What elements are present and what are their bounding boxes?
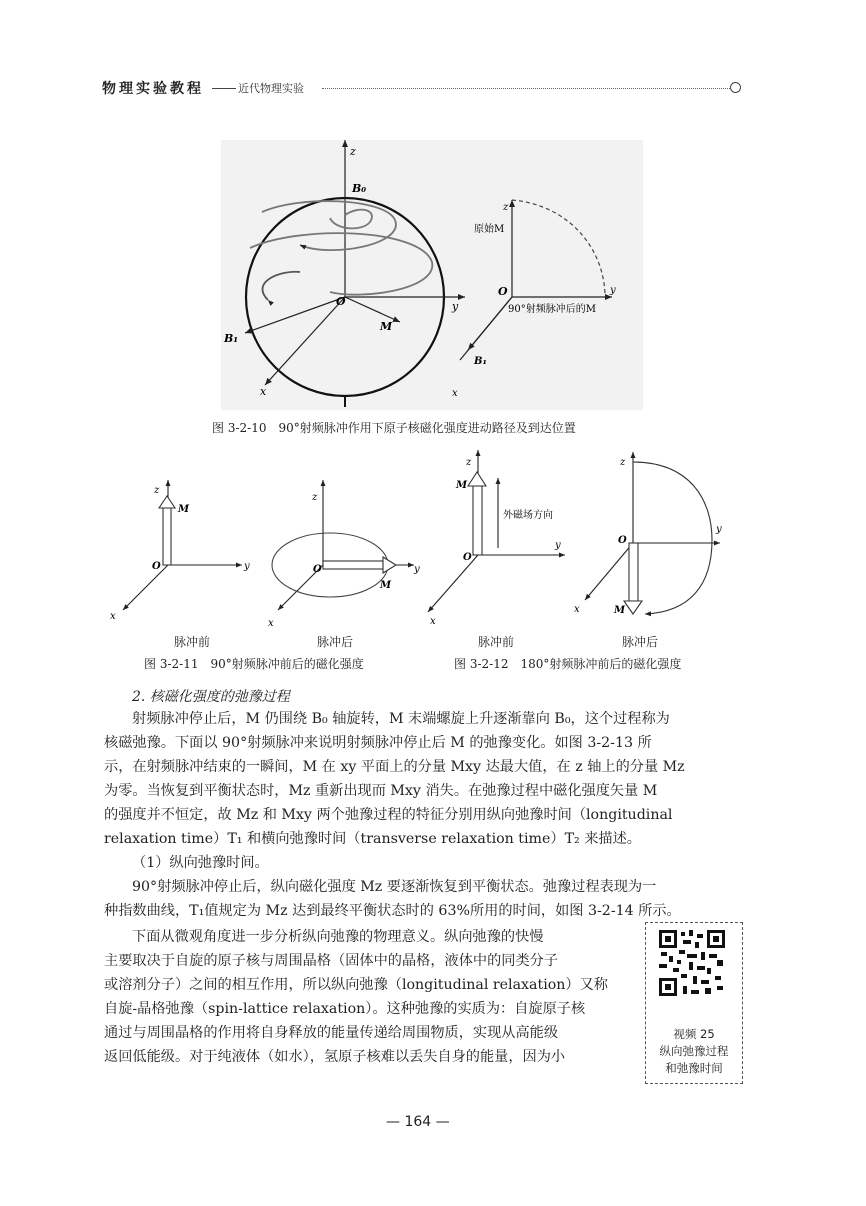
qr-caption — [646, 1026, 742, 1077]
para3-line6: 返回低能级。对于纯液体（如水），氢原子核难以丢失自身的能量，因为小 — [104, 1049, 566, 1065]
para3-line2: 主要取决于自旋的原子核与周围晶格（固体中的晶格，液体中的同类分子 — [104, 953, 559, 969]
svg-text:O: O — [152, 561, 161, 572]
svg-text:x: x — [110, 611, 116, 622]
svg-text:z: z — [154, 485, 160, 496]
para1-line4: 为零。当恢复到平衡状态时，Mz 重新出现而 Mxy 消失。在弛豫过程中磁化强度矢量 M — [104, 783, 658, 799]
label-x: x — [260, 385, 267, 398]
svg-text:x: x — [452, 388, 458, 399]
qr-code-icon[interactable] — [659, 930, 725, 996]
svg-text:y: y — [610, 285, 616, 296]
svg-text:90°射频脉冲后的M: 90°射频脉冲后的M — [508, 304, 596, 315]
svg-text:M: M — [456, 480, 468, 491]
running-header-title: 物理实验教程 — [102, 81, 204, 97]
para1-line5: 的强度并不恒定，故 Mz 和 Mxy 两个弛豫过程的特征分别用纵向弛豫时间（longitudinal — [104, 807, 673, 823]
subheading-longitudinal: （1）纵向弛豫时间。 — [132, 855, 269, 871]
svg-text:O: O — [463, 552, 472, 563]
para3-line4: 自旋-晶格弛豫（spin-lattice relaxation）。这种弛豫的实质为：自旋原子核 — [104, 1001, 586, 1017]
fig11-after-label: 脉冲后 — [317, 635, 354, 649]
para3-line5: 通过与周围晶格的作用将自身释放的能量传递给周围物质，实现从高能级 — [104, 1025, 559, 1041]
para3-line1: 下面从微观角度进一步分析纵向弛豫的物理意义。纵向弛豫的快慢 — [132, 929, 544, 945]
svg-text:z: z — [620, 457, 626, 468]
fig12-after — [574, 452, 722, 616]
qr-caption-line1: 视频 25 — [673, 1027, 715, 1041]
para1-line2: 核磁弛豫。下面以 90°射频脉冲来说明射频脉冲停止后 M 的弛豫变化。如图 3-2-13 所 — [104, 735, 652, 751]
qr-caption-line2: 纵向弛豫过程 — [659, 1044, 729, 1058]
para1-line3: 示，在射频脉冲结束的一瞬间，M 在 xy 平面上的分量 Mxy 达最大值，在 z 轴上的分量 Mz — [104, 759, 685, 775]
svg-text:z: z — [312, 492, 318, 503]
label-b0: B₀ — [352, 182, 367, 195]
svg-text:x: x — [268, 618, 274, 629]
fig11-after — [268, 480, 420, 629]
para2-line1: 90°射频脉冲停止后，纵向磁化强度 Mz 要逐渐恢复到平衡状态。弛豫过程表现为一 — [132, 879, 657, 895]
para1-line6: relaxation time）T₁ 和横向弛豫时间（transverse relaxation time）T₂ 来描述。 — [104, 831, 641, 847]
caption-3-2-10: 图 3-2-10 90°射频脉冲作用下原子核磁化强度进动路径及到达位置 — [212, 421, 576, 435]
svg-text:x: x — [430, 616, 436, 627]
label-y: y — [452, 300, 459, 313]
svg-text:外磁场方向: 外磁场方向 — [503, 510, 553, 521]
para1-line1: 射频脉冲停止后，M 仍围绕 B₀ 轴旋转，M 末端螺旋上升逐渐靠向 B₀，这个过程称为 — [132, 711, 670, 727]
svg-text:O: O — [498, 285, 508, 298]
fig11-before-label: 脉冲前 — [174, 635, 211, 649]
svg-text:O: O — [313, 564, 322, 575]
svg-text:M: M — [380, 580, 392, 591]
svg-text:y: y — [716, 524, 722, 535]
svg-text:y: y — [555, 540, 561, 551]
label-b1: B₁ — [224, 332, 239, 345]
svg-text:O: O — [618, 535, 627, 546]
label-m: M — [380, 320, 393, 333]
caption-3-2-11: 图 3-2-11 90°射频脉冲前后的磁化强度 — [144, 657, 364, 671]
svg-text:原始M: 原始M — [474, 224, 505, 235]
fig12-before — [428, 450, 565, 627]
page-number: — 164 — — [386, 1114, 450, 1130]
para3-line3: 或溶剂分子）之间的相互作用，所以纵向弛豫（longitudinal relaxation）又称 — [104, 977, 608, 993]
qr-caption-line3: 和弛豫时间 — [665, 1061, 723, 1075]
svg-text:M: M — [178, 504, 190, 515]
para2-line2: 种指数曲线，T₁值规定为 Mz 达到最终平衡状态时的 63%所用的时间，如图 3-2-14 所示。 — [104, 903, 681, 919]
svg-text:z: z — [503, 202, 509, 213]
section-heading: 2. 核磁化强度的弛豫过程 — [132, 689, 290, 705]
label-o: O — [336, 295, 346, 308]
svg-text:B₁: B₁ — [474, 356, 487, 367]
fig12-after-label: 脉冲后 — [622, 635, 659, 649]
svg-text:x: x — [574, 604, 580, 615]
svg-text:y: y — [414, 564, 420, 575]
svg-text:z: z — [466, 457, 472, 468]
svg-text:M: M — [614, 605, 626, 616]
svg-text:y: y — [244, 561, 250, 572]
fig12-before-label: 脉冲前 — [478, 635, 515, 649]
caption-3-2-12: 图 3-2-12 180°射频脉冲前后的磁化强度 — [454, 657, 682, 671]
fig11-before — [110, 480, 250, 622]
running-header-subtitle: 近代物理实验 — [238, 82, 304, 95]
label-z: z — [350, 145, 356, 158]
